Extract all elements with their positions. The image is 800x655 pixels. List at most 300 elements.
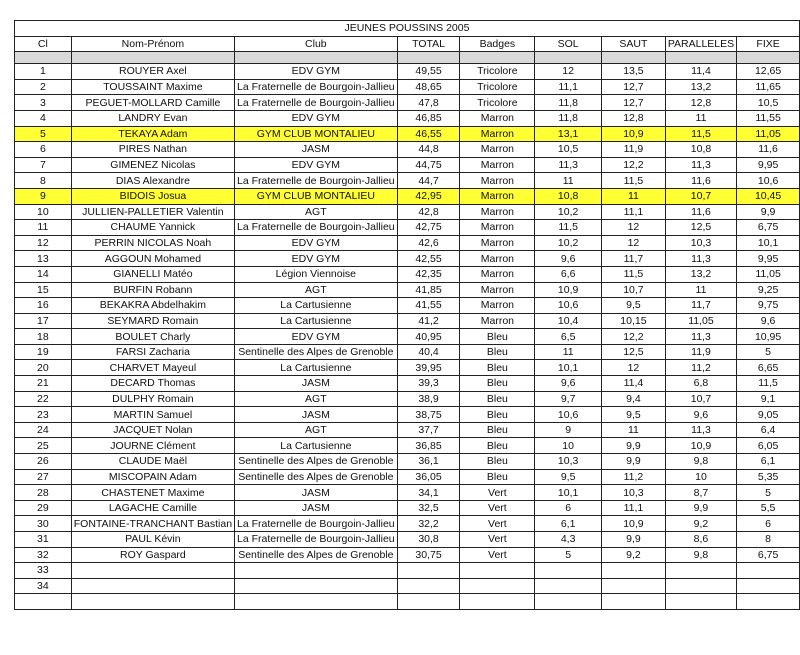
saut-cell: 9,9 [602, 438, 666, 454]
total-cell: 49,55 [397, 64, 460, 80]
paralleles-cell: 12,8 [665, 95, 736, 111]
rank-cell: 14 [15, 266, 72, 282]
header-row [15, 36, 800, 52]
badge-cell: Marron [460, 266, 535, 282]
name-cell: BOULET Charly [71, 329, 234, 345]
table-title: JEUNES POUSSINS 2005 [15, 21, 800, 37]
rank-cell: 25 [15, 438, 72, 454]
rank-cell: 7 [15, 157, 72, 173]
table-row [15, 516, 800, 532]
fixe-cell: 9,25 [737, 282, 800, 298]
total-cell: 44,8 [397, 142, 460, 158]
total-cell: 42,95 [397, 188, 460, 204]
total-cell: 42,6 [397, 235, 460, 251]
table-row [15, 485, 800, 501]
badge-cell: Marron [460, 126, 535, 142]
fixe-cell: 10,6 [737, 173, 800, 189]
fixe-cell: 9,1 [737, 391, 800, 407]
rank-cell: 5 [15, 126, 72, 142]
table-row [15, 313, 800, 329]
paralleles-cell: 13,2 [665, 79, 736, 95]
header-saut: SAUT [602, 36, 666, 52]
name-cell: FARSI Zacharia [71, 344, 234, 360]
total-cell [397, 563, 460, 579]
club-cell: Sentinelle des Alpes de Grenoble [235, 454, 398, 470]
badge-cell [460, 594, 535, 610]
table-row [15, 188, 800, 204]
saut-cell: 9,9 [602, 454, 666, 470]
table-row [15, 594, 800, 610]
paralleles-cell: 11,9 [665, 344, 736, 360]
saut-cell: 10,9 [602, 516, 666, 532]
saut-cell: 11,5 [602, 173, 666, 189]
table-row [15, 298, 800, 314]
paralleles-cell: 9,8 [665, 454, 736, 470]
badge-cell: Bleu [460, 329, 535, 345]
rank-cell: 33 [15, 563, 72, 579]
club-cell: EDV GYM [235, 251, 398, 267]
table-row [15, 578, 800, 594]
saut-cell: 12 [602, 235, 666, 251]
sol-cell [535, 594, 602, 610]
badge-cell: Bleu [460, 360, 535, 376]
separator-cell [397, 52, 460, 64]
fixe-cell [737, 578, 800, 594]
fixe-cell: 6,4 [737, 422, 800, 438]
name-cell [71, 563, 234, 579]
separator-cell [602, 52, 666, 64]
club-cell: La Cartusienne [235, 438, 398, 454]
rank-cell: 34 [15, 578, 72, 594]
sol-cell: 11,3 [535, 157, 602, 173]
saut-cell: 12,2 [602, 157, 666, 173]
name-cell: TEKAYA Adam [71, 126, 234, 142]
paralleles-cell: 10,7 [665, 391, 736, 407]
club-cell: AGT [235, 391, 398, 407]
total-cell: 41,55 [397, 298, 460, 314]
paralleles-cell: 10,3 [665, 235, 736, 251]
club-cell: La Fraternelle de Bourgoin-Jallieu [235, 95, 398, 111]
paralleles-cell: 11,6 [665, 173, 736, 189]
fixe-cell: 10,1 [737, 235, 800, 251]
name-cell: ROUYER Axel [71, 64, 234, 80]
fixe-cell: 9,6 [737, 313, 800, 329]
paralleles-cell: 11,6 [665, 204, 736, 220]
total-cell: 46,85 [397, 110, 460, 126]
results-table [14, 20, 800, 610]
club-cell [235, 578, 398, 594]
saut-cell [602, 594, 666, 610]
table-row [15, 376, 800, 392]
header-cl: Cl [15, 36, 72, 52]
saut-cell [602, 578, 666, 594]
badge-cell: Bleu [460, 376, 535, 392]
badge-cell: Marron [460, 235, 535, 251]
sol-cell: 10,2 [535, 204, 602, 220]
club-cell: La Cartusienne [235, 298, 398, 314]
badge-cell [460, 578, 535, 594]
table-row [15, 422, 800, 438]
paralleles-cell: 10,8 [665, 142, 736, 158]
sol-cell: 10,6 [535, 298, 602, 314]
table-row [15, 407, 800, 423]
table-row [15, 282, 800, 298]
badge-cell: Bleu [460, 438, 535, 454]
separator-cell [665, 52, 736, 64]
fixe-cell: 11,6 [737, 142, 800, 158]
sol-cell: 11 [535, 344, 602, 360]
sol-cell: 6,6 [535, 266, 602, 282]
club-cell: La Fraternelle de Bourgoin-Jallieu [235, 516, 398, 532]
rank-cell: 31 [15, 532, 72, 548]
header-paralleles: PARALLELES [665, 36, 736, 52]
rank-cell: 2 [15, 79, 72, 95]
badge-cell: Tricolore [460, 95, 535, 111]
rank-cell: 9 [15, 188, 72, 204]
sol-cell: 11,8 [535, 95, 602, 111]
paralleles-cell: 11,3 [665, 329, 736, 345]
badge-cell: Vert [460, 547, 535, 563]
name-cell: PEGUET-MOLLARD Camille [71, 95, 234, 111]
club-cell: AGT [235, 282, 398, 298]
club-cell: GYM CLUB MONTALIEU [235, 126, 398, 142]
name-cell: PAUL Kévin [71, 532, 234, 548]
club-cell: La Fraternelle de Bourgoin-Jallieu [235, 220, 398, 236]
fixe-cell: 6,65 [737, 360, 800, 376]
sol-cell: 10,6 [535, 407, 602, 423]
name-cell: PIRES Nathan [71, 142, 234, 158]
paralleles-cell: 11 [665, 110, 736, 126]
paralleles-cell: 11,7 [665, 298, 736, 314]
table-row [15, 329, 800, 345]
saut-cell: 9,5 [602, 298, 666, 314]
badge-cell: Marron [460, 251, 535, 267]
sol-cell: 9,5 [535, 469, 602, 485]
rank-cell: 22 [15, 391, 72, 407]
rank-cell: 30 [15, 516, 72, 532]
badge-cell: Bleu [460, 469, 535, 485]
separator-cell [15, 52, 72, 64]
name-cell [71, 594, 234, 610]
paralleles-cell: 9,6 [665, 407, 736, 423]
total-cell: 32,5 [397, 500, 460, 516]
fixe-cell [737, 563, 800, 579]
header-badges: Badges [460, 36, 535, 52]
table-row [15, 469, 800, 485]
badge-cell: Vert [460, 500, 535, 516]
badge-cell: Vert [460, 516, 535, 532]
badge-cell: Marron [460, 110, 535, 126]
paralleles-cell [665, 594, 736, 610]
rank-cell: 11 [15, 220, 72, 236]
name-cell: LAGACHE Camille [71, 500, 234, 516]
table-row [15, 204, 800, 220]
total-cell: 42,75 [397, 220, 460, 236]
total-cell: 37,7 [397, 422, 460, 438]
club-cell: EDV GYM [235, 157, 398, 173]
name-cell: LANDRY Evan [71, 110, 234, 126]
rank-cell: 23 [15, 407, 72, 423]
rank-cell: 19 [15, 344, 72, 360]
sol-cell: 10,2 [535, 235, 602, 251]
saut-cell: 11 [602, 422, 666, 438]
paralleles-cell: 10 [665, 469, 736, 485]
sol-cell: 10,1 [535, 485, 602, 501]
header-club: Club [235, 36, 398, 52]
total-cell: 46,55 [397, 126, 460, 142]
sol-cell: 6,1 [535, 516, 602, 532]
saut-cell: 12 [602, 220, 666, 236]
rank-cell: 20 [15, 360, 72, 376]
total-cell: 34,1 [397, 485, 460, 501]
club-cell: JASM [235, 500, 398, 516]
saut-cell: 12,2 [602, 329, 666, 345]
badge-cell: Marron [460, 157, 535, 173]
sol-cell: 10,5 [535, 142, 602, 158]
fixe-cell: 10,5 [737, 95, 800, 111]
rank-cell [15, 594, 72, 610]
separator-cell [737, 52, 800, 64]
paralleles-cell: 8,6 [665, 532, 736, 548]
total-cell: 32,2 [397, 516, 460, 532]
club-cell: Sentinelle des Alpes de Grenoble [235, 469, 398, 485]
fixe-cell: 6,75 [737, 220, 800, 236]
name-cell: JOURNE Clément [71, 438, 234, 454]
name-cell: DULPHY Romain [71, 391, 234, 407]
sol-cell: 6 [535, 500, 602, 516]
saut-cell: 11,7 [602, 251, 666, 267]
name-cell: CHAUME Yannick [71, 220, 234, 236]
sol-cell: 10 [535, 438, 602, 454]
paralleles-cell: 9,2 [665, 516, 736, 532]
paralleles-cell: 9,9 [665, 500, 736, 516]
header-total: TOTAL [397, 36, 460, 52]
fixe-cell: 9,05 [737, 407, 800, 423]
rank-cell: 1 [15, 64, 72, 80]
fixe-cell: 11,5 [737, 376, 800, 392]
fixe-cell [737, 594, 800, 610]
rank-cell: 4 [15, 110, 72, 126]
fixe-cell: 12,65 [737, 64, 800, 80]
paralleles-cell: 11,4 [665, 64, 736, 80]
name-cell: DIAS Alexandre [71, 173, 234, 189]
table-row [15, 95, 800, 111]
name-cell: BIDOIS Josua [71, 188, 234, 204]
saut-cell: 11,9 [602, 142, 666, 158]
total-cell: 41,85 [397, 282, 460, 298]
title-row [15, 21, 800, 37]
total-cell: 40,95 [397, 329, 460, 345]
name-cell: ROY Gaspard [71, 547, 234, 563]
badge-cell: Marron [460, 298, 535, 314]
badge-cell: Marron [460, 142, 535, 158]
sol-cell: 10,3 [535, 454, 602, 470]
club-cell: Sentinelle des Alpes de Grenoble [235, 344, 398, 360]
sol-cell: 9,6 [535, 251, 602, 267]
paralleles-cell: 11,3 [665, 157, 736, 173]
badge-cell: Marron [460, 220, 535, 236]
total-cell: 36,05 [397, 469, 460, 485]
name-cell: MISCOPAIN Adam [71, 469, 234, 485]
badge-cell: Bleu [460, 344, 535, 360]
badge-cell: Marron [460, 173, 535, 189]
saut-cell: 11,2 [602, 469, 666, 485]
club-cell: La Cartusienne [235, 360, 398, 376]
total-cell: 30,8 [397, 532, 460, 548]
rank-cell: 18 [15, 329, 72, 345]
total-cell: 38,9 [397, 391, 460, 407]
total-cell [397, 594, 460, 610]
club-cell: La Fraternelle de Bourgoin-Jallieu [235, 532, 398, 548]
saut-cell: 9,5 [602, 407, 666, 423]
name-cell: JULLIEN-PALLETIER Valentin [71, 204, 234, 220]
sol-cell: 9,6 [535, 376, 602, 392]
club-cell: JASM [235, 142, 398, 158]
paralleles-cell: 8,7 [665, 485, 736, 501]
fixe-cell: 9,9 [737, 204, 800, 220]
name-cell: AGGOUN Mohamed [71, 251, 234, 267]
sol-cell: 11,5 [535, 220, 602, 236]
table-row [15, 79, 800, 95]
saut-cell: 10,9 [602, 126, 666, 142]
paralleles-cell: 12,5 [665, 220, 736, 236]
paralleles-cell: 11 [665, 282, 736, 298]
paralleles-cell: 13,2 [665, 266, 736, 282]
badge-cell: Marron [460, 204, 535, 220]
total-cell: 40,4 [397, 344, 460, 360]
sol-cell: 5 [535, 547, 602, 563]
table-row [15, 235, 800, 251]
club-cell: EDV GYM [235, 110, 398, 126]
separator-cell [460, 52, 535, 64]
club-cell: EDV GYM [235, 329, 398, 345]
table-row [15, 563, 800, 579]
fixe-cell: 6,75 [737, 547, 800, 563]
saut-cell: 11,4 [602, 376, 666, 392]
name-cell: CHASTENET Maxime [71, 485, 234, 501]
paralleles-cell: 10,9 [665, 438, 736, 454]
name-cell: CLAUDE Maël [71, 454, 234, 470]
fixe-cell: 5,5 [737, 500, 800, 516]
name-cell: BURFIN Robann [71, 282, 234, 298]
sol-cell [535, 563, 602, 579]
rank-cell: 27 [15, 469, 72, 485]
sol-cell: 11,8 [535, 110, 602, 126]
rank-cell: 8 [15, 173, 72, 189]
table-row [15, 220, 800, 236]
club-cell: EDV GYM [235, 64, 398, 80]
fixe-cell: 11,05 [737, 126, 800, 142]
header-fixe: FIXE [737, 36, 800, 52]
rank-cell: 6 [15, 142, 72, 158]
badge-cell: Marron [460, 313, 535, 329]
sol-cell: 9,7 [535, 391, 602, 407]
saut-cell: 11,1 [602, 204, 666, 220]
fixe-cell: 6,1 [737, 454, 800, 470]
saut-cell: 12,5 [602, 344, 666, 360]
name-cell: CHARVET Mayeul [71, 360, 234, 376]
table-row [15, 547, 800, 563]
rank-cell: 12 [15, 235, 72, 251]
rank-cell: 21 [15, 376, 72, 392]
club-cell: JASM [235, 376, 398, 392]
rank-cell: 17 [15, 313, 72, 329]
fixe-cell: 8 [737, 532, 800, 548]
name-cell: JACQUET Nolan [71, 422, 234, 438]
sol-cell: 10,9 [535, 282, 602, 298]
table-row [15, 110, 800, 126]
sol-cell: 9 [535, 422, 602, 438]
badge-cell: Bleu [460, 391, 535, 407]
fixe-cell: 10,95 [737, 329, 800, 345]
sol-cell: 6,5 [535, 329, 602, 345]
sol-cell [535, 578, 602, 594]
total-cell: 36,1 [397, 454, 460, 470]
club-cell: Sentinelle des Alpes de Grenoble [235, 547, 398, 563]
name-cell: GIANELLI Matéo [71, 266, 234, 282]
badge-cell: Tricolore [460, 79, 535, 95]
separator-cell [535, 52, 602, 64]
rank-cell: 10 [15, 204, 72, 220]
table-row [15, 344, 800, 360]
total-cell: 44,7 [397, 173, 460, 189]
table-row [15, 500, 800, 516]
rank-cell: 26 [15, 454, 72, 470]
rank-cell: 3 [15, 95, 72, 111]
club-cell: AGT [235, 204, 398, 220]
total-cell: 39,3 [397, 376, 460, 392]
saut-cell: 11,1 [602, 500, 666, 516]
fixe-cell: 11,65 [737, 79, 800, 95]
saut-cell: 9,2 [602, 547, 666, 563]
saut-cell: 10,15 [602, 313, 666, 329]
total-cell: 30,75 [397, 547, 460, 563]
fixe-cell: 6 [737, 516, 800, 532]
rank-cell: 24 [15, 422, 72, 438]
saut-cell: 9,9 [602, 532, 666, 548]
paralleles-cell: 11,3 [665, 251, 736, 267]
club-cell [235, 594, 398, 610]
name-cell: BEKAKRA Abdelhakim [71, 298, 234, 314]
saut-cell: 10,7 [602, 282, 666, 298]
club-cell [235, 563, 398, 579]
total-cell: 38,75 [397, 407, 460, 423]
fixe-cell: 6,05 [737, 438, 800, 454]
name-cell: SEYMARD Romain [71, 313, 234, 329]
sol-cell: 13,1 [535, 126, 602, 142]
paralleles-cell: 11,2 [665, 360, 736, 376]
club-cell: GYM CLUB MONTALIEU [235, 188, 398, 204]
club-cell: JASM [235, 407, 398, 423]
table-row [15, 126, 800, 142]
rank-cell: 28 [15, 485, 72, 501]
name-cell: DECARD Thomas [71, 376, 234, 392]
sol-cell: 10,4 [535, 313, 602, 329]
badge-cell: Tricolore [460, 64, 535, 80]
rank-cell: 13 [15, 251, 72, 267]
paralleles-cell: 11,5 [665, 126, 736, 142]
club-cell: JASM [235, 485, 398, 501]
sol-cell: 11 [535, 173, 602, 189]
fixe-cell: 5,35 [737, 469, 800, 485]
saut-cell: 12,7 [602, 79, 666, 95]
saut-cell: 10,3 [602, 485, 666, 501]
paralleles-cell: 6,8 [665, 376, 736, 392]
sol-cell: 11,1 [535, 79, 602, 95]
club-cell: AGT [235, 422, 398, 438]
rank-cell: 29 [15, 500, 72, 516]
total-cell: 36,85 [397, 438, 460, 454]
